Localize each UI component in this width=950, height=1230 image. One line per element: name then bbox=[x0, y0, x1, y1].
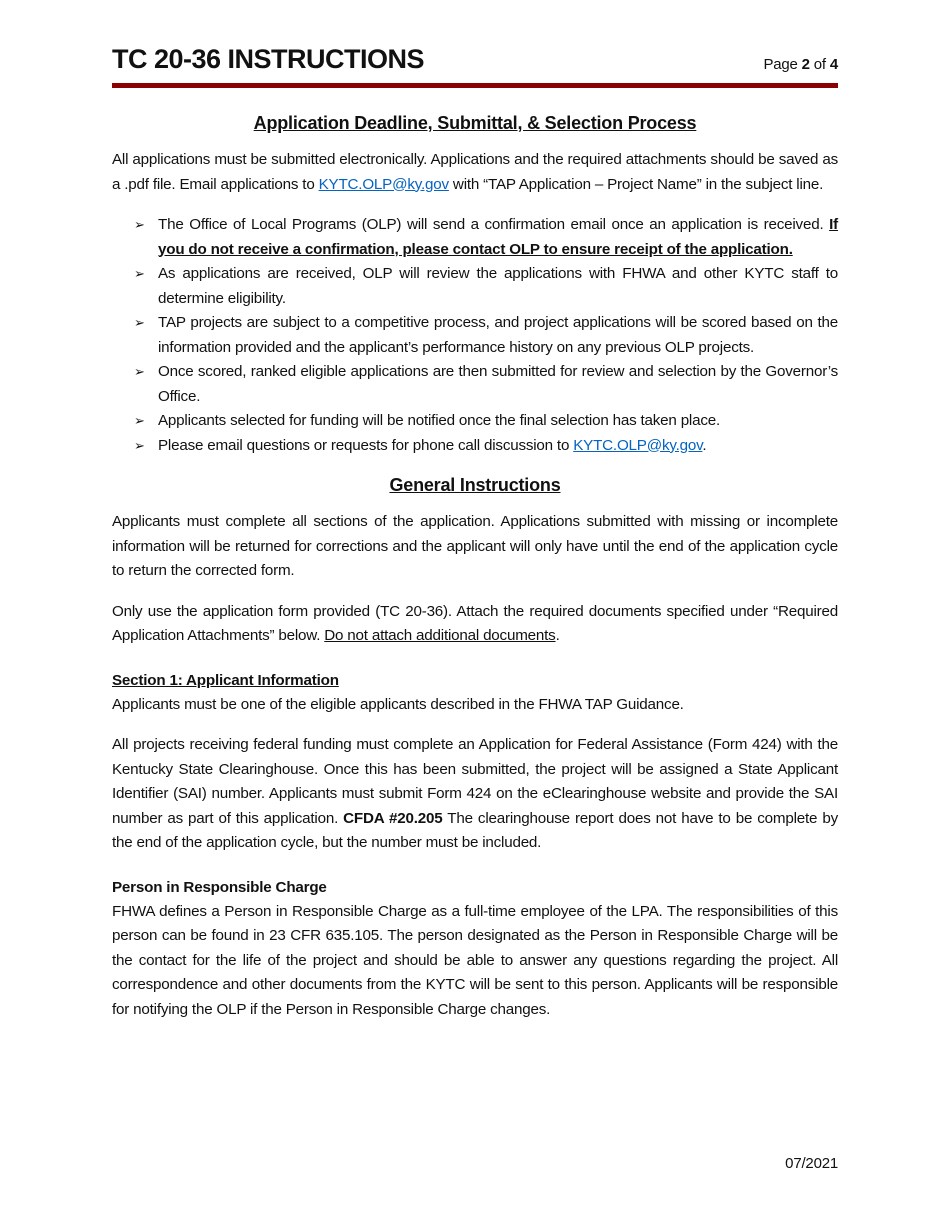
bullet-text: TAP projects are subject to a competitive process, and project applications will be scored based on the information provided and the applicant’s performance history on any previous OLP projects. bbox=[158, 314, 838, 356]
list-item bbox=[112, 409, 838, 434]
page-total: 4 bbox=[829, 56, 838, 73]
arrow-bullet-icon: ➢ bbox=[134, 217, 145, 232]
bullet-text: The Office of Local Programs (OLP) will send a confirmation email once an application is received. bbox=[158, 216, 830, 233]
section-heading-general: General Instructions bbox=[389, 475, 561, 495]
intro-paragraph bbox=[112, 148, 838, 197]
p2-underlined: Do not attach additional documents bbox=[324, 627, 556, 644]
applicant-paragraph-1: Applicants must be one of the eligible applicants described in the FHWA TAP Guidance. bbox=[112, 695, 684, 713]
email-link[interactable]: KYTC.OLP@ky.gov bbox=[573, 436, 703, 454]
intro-text-end: with “TAP Application – Project Name” in the subject line. bbox=[448, 175, 824, 193]
list-item bbox=[112, 213, 838, 262]
general-paragraph-1: Applicants must complete all sections of the application. Applications submitted with missing or incomplete information will be returned for corrections and the applicant will only have until the end of the application cycle to return the corrected form. bbox=[112, 513, 838, 579]
bullet-text: As applications are received, OLP will review the applications with FHWA and other KYTC staff to determine eligibility. bbox=[158, 265, 838, 307]
prc-paragraph: FHWA defines a Person in Responsible Charge as a full-time employee of the LPA. The responsibilities of this person can be found in 23 CFR 635.105. The person designated as the Person in Responsible Charge will be the contact for the life of the project and should be able to answer any questions regarding the project. All correspondence and other documents from the KYTC will be sent to this person. Applicants will be responsible for notifying the OLP if the Person in Responsible Charge changes. bbox=[112, 902, 838, 1018]
section-heading-deadline: Application Deadline, Submittal, & Selection Process bbox=[253, 113, 697, 133]
s1-text-end: The clearinghouse report does not have to be complete by the end of the application cycle, but the number must be included. bbox=[112, 809, 838, 851]
arrow-bullet-icon: ➢ bbox=[134, 364, 145, 379]
applicant-paragraph-2 bbox=[112, 733, 838, 856]
bullet-text: Please email questions or requests for phone call discussion to bbox=[158, 436, 574, 454]
page-number bbox=[763, 56, 838, 73]
list-item bbox=[112, 262, 838, 311]
list-item bbox=[112, 311, 838, 360]
process-list bbox=[112, 213, 838, 458]
bullet-text: Once scored, ranked eligible applications are then submitted for review and selection by the Governor’s Office. bbox=[158, 363, 838, 405]
page-current: 2 bbox=[801, 56, 810, 73]
cfda-number: CFDA #20.205 bbox=[343, 809, 443, 827]
arrow-bullet-icon: ➢ bbox=[134, 315, 145, 330]
s1-text: All projects receiving federal funding must complete an Application for Federal Assistance (Form 424) with the Kentucky State Clearinghouse. Once this has been submitted, the project will be assigned a State Applicant Identifier (SAI) number. Applicants must submit Form 424 on the eClearinghouse website and provide the SAI number as part of this application. bbox=[112, 736, 838, 827]
general-paragraph-2 bbox=[112, 600, 838, 649]
arrow-bullet-icon: ➢ bbox=[134, 413, 145, 428]
p2-end: . bbox=[555, 627, 560, 644]
arrow-bullet-icon: ➢ bbox=[134, 266, 145, 281]
bullet-text-end: . bbox=[702, 436, 707, 454]
email-link[interactable]: KYTC.OLP@ky.gov bbox=[318, 175, 449, 193]
list-item bbox=[112, 360, 838, 409]
footer-date: 07/2021 bbox=[785, 1155, 838, 1172]
page-of: of bbox=[809, 56, 830, 73]
page-prefix: Page bbox=[763, 56, 802, 73]
document-body bbox=[112, 110, 838, 1038]
list-item bbox=[112, 434, 838, 459]
arrow-bullet-icon: ➢ bbox=[134, 437, 145, 453]
subsection-heading-prc: Person in Responsible Charge bbox=[112, 878, 327, 896]
bullet-bold-text: If you do not receive a confirmation, please contact OLP to ensure receipt of the application. bbox=[158, 216, 838, 258]
intro-text: All applications must be submitted electronically. Applications and the required attachments should be saved as a .pdf file. Email applications to bbox=[112, 151, 838, 193]
p2-text: Only use the application form provided (TC 20-36). Attach the required documents specified under “Required Application Attachments” below. bbox=[112, 602, 838, 644]
document-title: TC 20-36 INSTRUCTIONS bbox=[112, 44, 425, 74]
subsection-heading-applicant: Section 1: Applicant Information bbox=[112, 671, 339, 689]
header-rule bbox=[112, 83, 838, 88]
bullet-text: Applicants selected for funding will be notified once the final selection has taken place. bbox=[158, 412, 721, 429]
